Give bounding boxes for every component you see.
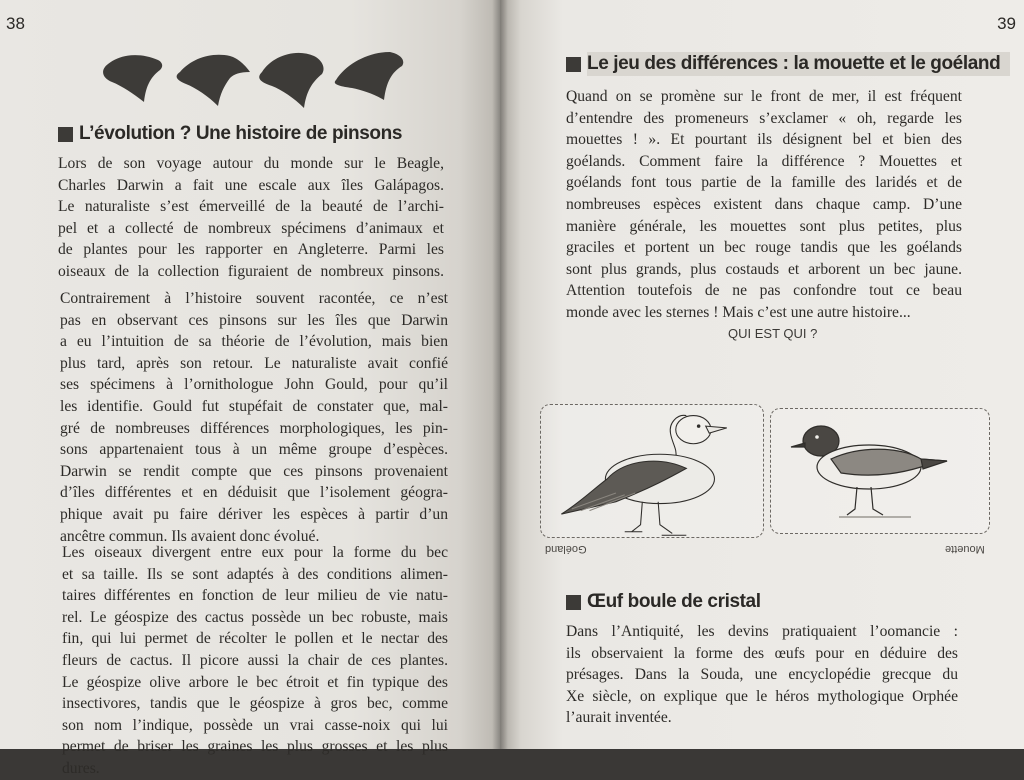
- text-line: oiseaux de la collection figuraient de nombreux pinsons.: [58, 262, 444, 280]
- text-line: fleurs de cactus. Il picore aussi la chair de ces plantes.: [62, 651, 448, 669]
- finch-beaks-illustration: [100, 42, 410, 112]
- text-line: dures.: [62, 759, 100, 777]
- text-line: de plantes pour les rapporter en Angleterre. Parmi les: [58, 241, 444, 259]
- text-line: pel et a collecté de nombreux spécimens d’animaux et: [58, 219, 444, 237]
- right-page: [500, 0, 1024, 749]
- finch-head-4: [335, 52, 403, 100]
- text-line: fin, qui lui permet de récolter le pollen et le nectar des: [62, 630, 448, 648]
- text-line: phique avait pu faire dériver les espèces à partir d’un: [60, 505, 448, 523]
- text-line: d’entendre des promeneurs s’exclamer « oh, regarde les: [566, 109, 962, 127]
- text-line: Le géospize olive arbore le bec étroit et fin typique des: [62, 673, 448, 691]
- text-line: ancêtre commun. Ils avaient donc évolué.: [60, 527, 320, 545]
- text-line: ils observaient la forme des œufs pour en déduire des: [566, 644, 958, 662]
- mouette-illustration: [771, 409, 989, 533]
- goeland-panel: [540, 404, 764, 555]
- right-heading-1: Le jeu des différences : la mouette et le goéland: [566, 52, 1010, 76]
- text-line: et sa taille. Ils se sont adaptés à des conditions alimen-: [62, 565, 448, 583]
- text-line: mouettes ! ». Et pourtant ils désignent bel et bien des: [566, 131, 962, 149]
- text-line: l’aurait inventée.: [566, 709, 672, 727]
- right-paragraph-1: [566, 86, 962, 324]
- heading-square-icon: [566, 57, 581, 72]
- text-line: sons appartenaient tous à un même groupe d’espèces.: [60, 441, 448, 459]
- text-line: Les oiseaux divergent entre eux pour la forme du bec: [62, 544, 448, 561]
- book-gutter: [492, 0, 508, 749]
- text-line: ses spécimens à l’ornithologue John Gould, pour qu’il: [60, 376, 448, 394]
- qui-est-qui-caption: QUI EST QUI ?: [728, 326, 818, 341]
- left-heading: L’évolution ? Une histoire de pinsons: [58, 122, 412, 146]
- left-page-number: 38: [6, 14, 25, 33]
- text-line: rel. Le géospize des cactus possède un bec robuste, mais: [62, 608, 448, 626]
- heading-square-icon: [566, 595, 581, 610]
- text-line: présages. Dans la Souda, une encyclopédie grecque du: [566, 666, 958, 684]
- text-line: Contrairement à l’histoire souvent racontée, ce n’est: [60, 290, 448, 307]
- text-line: Le naturaliste s’est émerveillé de la beauté de l’archi-: [58, 198, 444, 216]
- heading-square-icon: [58, 127, 73, 142]
- text-line: manière générale, les mouettes sont plus petites, plus: [566, 217, 962, 235]
- text-line: Quand on se promène sur le front de mer, il est fréquent: [566, 88, 962, 105]
- text-line: Dans l’Antiquité, les devins pratiquaient l’oomancie :: [566, 623, 958, 640]
- right-page-number: 39: [997, 14, 1016, 33]
- left-paragraph-3: [62, 542, 448, 780]
- text-line: graciles et portent un bec rouge tandis que les goélands: [566, 239, 962, 257]
- text-line: nombreuses espèces existent dans chaque camp. D’une: [566, 195, 962, 213]
- text-line: taires différentes en fonction de leur milieu de vie natu-: [62, 587, 448, 605]
- goeland-label: Goéland: [545, 543, 587, 555]
- text-line: a eu l’intuition de sa théorie de l’évolution, mais bien: [60, 333, 448, 351]
- right-heading-2: Œuf boule de cristal: [566, 590, 771, 614]
- mouette-label: Mouette: [945, 543, 985, 555]
- text-line: Xe siècle, on explique que le héros mythologique Orphée: [566, 687, 958, 705]
- text-line: Charles Darwin a fait une escale aux îles Galápagos.: [58, 176, 444, 194]
- text-line: pas en observant ces pinsons sur les îles que Darwin: [60, 311, 448, 329]
- text-line: insectivores, tandis que le géospize à gros bec, comme: [62, 695, 448, 713]
- text-line: Attention toutefois de ne pas confondre tout ce beau: [566, 282, 962, 300]
- text-line: gré de nombreuses différences morphologiques, les pin-: [60, 419, 448, 437]
- left-page: [0, 0, 500, 777]
- mouette-panel: [770, 408, 990, 555]
- text-line: les identifie. Gould fut stupéfait de constater que, mal-: [60, 397, 448, 415]
- right-paragraph-2: [566, 621, 958, 729]
- finch-head-3: [259, 53, 323, 108]
- text-line: plus tard, après son retour. Le naturaliste avait confié: [60, 354, 448, 372]
- finch-head-2: [177, 55, 250, 106]
- finch-head-1: [103, 55, 162, 102]
- text-line: monde avec les sternes ! Mais c’est une autre histoire...: [566, 303, 911, 321]
- text-line: son nom l’indique, possède un vrai casse-noix qui lui: [62, 716, 448, 734]
- text-line: permet de briser les graines les plus grosses et les plus: [62, 738, 448, 756]
- text-line: goélands font tous partie de la famille des laridés et de: [566, 174, 962, 192]
- text-line: sont plus grands, plus costauds et arborent un bec jaune.: [566, 260, 962, 278]
- left-paragraph-1: [58, 153, 444, 283]
- text-line: Darwin se rendit compte que ces pinsons provenaient: [60, 462, 448, 480]
- text-line: Lors de son voyage autour du monde sur le Beagle,: [58, 155, 444, 172]
- text-line: d’îles différentes et en déduisit que l’isolement géogra-: [60, 484, 448, 502]
- goeland-illustration: [541, 405, 763, 537]
- text-line: goélands. Comment faire la différence ? Mouettes et: [566, 152, 962, 170]
- left-paragraph-2: [60, 288, 448, 547]
